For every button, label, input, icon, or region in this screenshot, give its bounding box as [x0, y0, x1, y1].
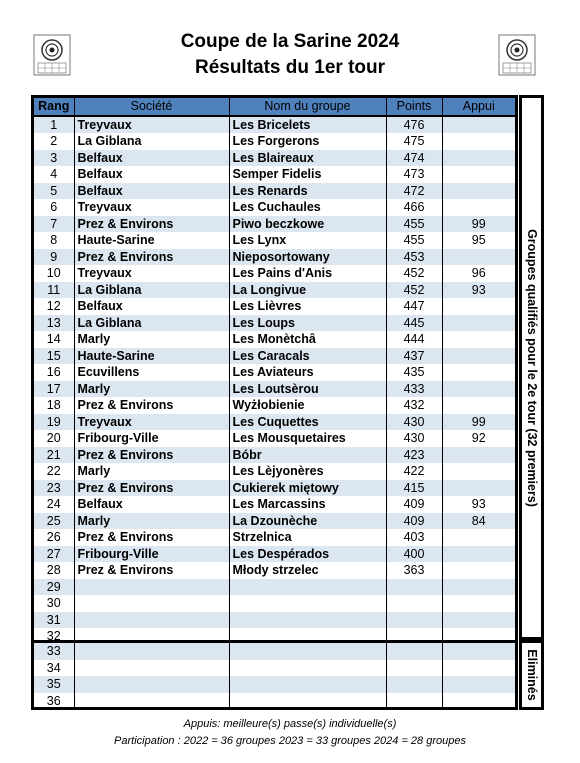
table-row: [34, 529, 515, 546]
cell-appui: [442, 331, 515, 348]
cell-points: 363: [386, 562, 442, 579]
table-row: [34, 249, 515, 266]
cell-appui: [442, 348, 515, 365]
cell-societe: La Giblana: [74, 315, 229, 332]
eliminated-side-label-box: [519, 640, 544, 710]
cell-nom-du-groupe: [229, 643, 386, 660]
table-row: [34, 298, 515, 315]
table-row: [34, 612, 515, 629]
cell-points: 400: [386, 546, 442, 563]
table-row: [34, 430, 515, 447]
cell-rank: 22: [46, 464, 61, 479]
cell-appui: [442, 199, 515, 216]
table-row: [34, 562, 515, 579]
cell-appui: 84: [442, 513, 515, 530]
cell-appui: [442, 249, 515, 266]
cell-nom-du-groupe: Les Aviateurs: [229, 364, 386, 381]
qualified-side-label-box: [519, 95, 544, 640]
cell-points: 430: [386, 430, 442, 447]
cell-points: 476: [386, 116, 442, 134]
footer-note-participation: Participation : 2022 = 36 groupes 2023 = 33 groupes 2024 = 28 groupes: [114, 735, 466, 747]
cell-rank: 32: [46, 629, 61, 644]
cell-points: [386, 643, 442, 660]
cell-points: 472: [386, 183, 442, 200]
cell-societe: Prez & Environs: [74, 447, 229, 464]
table-row: [34, 660, 515, 677]
table-row: [34, 463, 515, 480]
cell-rank: 6: [50, 200, 58, 215]
eliminated-side-label: Eliminés: [524, 649, 539, 701]
qualified-side-label: Groupes qualifiés pour le 2e tour (32 premiers): [524, 228, 539, 507]
table-row: [34, 397, 515, 414]
table-row: [34, 150, 515, 167]
cell-appui: [442, 447, 515, 464]
cell-rank: 17: [34, 381, 74, 398]
cell-points: [386, 676, 442, 693]
cell-points: 455: [386, 232, 442, 249]
cell-rank: 30: [46, 596, 61, 611]
cell-appui: 92: [442, 430, 515, 447]
cell-rank: 27: [34, 546, 74, 563]
cell-nom-du-groupe: Les Despérados: [229, 546, 386, 563]
cell-appui: [442, 298, 515, 315]
cell-appui: [442, 676, 515, 693]
cell-rank: 10: [46, 266, 61, 281]
cell-nom-du-groupe: [229, 595, 386, 612]
eliminated-results-table: [31, 640, 518, 710]
cell-nom-du-groupe: Piwo beczkowe: [229, 216, 386, 233]
cell-societe: Belfaux: [74, 496, 229, 513]
cell-points: 433: [386, 381, 442, 398]
cell-societe: [74, 579, 229, 596]
cell-nom-du-groupe: Wyżłobienie: [229, 397, 386, 414]
cell-societe: Fribourg-Ville: [74, 546, 229, 563]
cell-nom-du-groupe: Bóbr: [229, 447, 386, 464]
cell-rank: 14: [46, 332, 61, 347]
table-row: [34, 480, 515, 497]
table-row: [34, 183, 515, 200]
cell-points: 409: [386, 496, 442, 513]
cell-appui: 93: [442, 282, 515, 299]
table-row: [34, 447, 515, 464]
cell-points: 447: [386, 298, 442, 315]
cell-rank: 5: [34, 183, 74, 200]
column-header-nom-du-groupe: Nom du groupe: [229, 98, 386, 116]
cell-nom-du-groupe: Les Renards: [229, 183, 386, 200]
cell-nom-du-groupe: Semper Fidelis: [229, 166, 386, 183]
cell-points: 475: [386, 133, 442, 150]
cell-rank: 33: [34, 643, 74, 660]
cell-rank: 3: [34, 150, 74, 167]
qualified-results-table: [31, 95, 518, 648]
table-row: [34, 265, 515, 282]
table-row: [34, 216, 515, 233]
column-header-points: Points: [386, 98, 442, 116]
cell-nom-du-groupe: Les Loups: [229, 315, 386, 332]
table-row: [34, 331, 515, 348]
column-header-societe: Société: [74, 98, 229, 116]
cell-societe: Belfaux: [74, 183, 229, 200]
cell-rank: 23: [34, 480, 74, 497]
cell-points: [386, 579, 442, 596]
cell-points: 409: [386, 513, 442, 530]
column-header-appui: Appui: [442, 98, 515, 116]
cell-points: 430: [386, 414, 442, 431]
cell-nom-du-groupe: Les Caracals: [229, 348, 386, 365]
cell-appui: [442, 595, 515, 612]
cell-societe: Marly: [74, 331, 229, 348]
table-row: [34, 133, 515, 150]
cell-rank: 25: [34, 513, 74, 530]
table-row: [34, 282, 515, 299]
cell-nom-du-groupe: Les Marcassins: [229, 496, 386, 513]
cell-societe: [74, 595, 229, 612]
cell-societe: [74, 612, 229, 629]
cell-appui: [442, 183, 515, 200]
cell-appui: [442, 397, 515, 414]
cell-points: 445: [386, 315, 442, 332]
column-header-rang: Rang: [34, 98, 74, 116]
cell-points: [386, 595, 442, 612]
cell-nom-du-groupe: Les Monètchâ: [229, 331, 386, 348]
cell-appui: [442, 643, 515, 660]
cell-appui: [442, 612, 515, 629]
table-row: [34, 643, 515, 660]
cell-nom-du-groupe: Les Blaireaux: [229, 150, 386, 167]
cell-societe: Treyvaux: [74, 265, 229, 282]
cell-societe: [74, 660, 229, 677]
cell-appui: [442, 315, 515, 332]
table-header-row: [34, 98, 515, 116]
cell-points: 432: [386, 397, 442, 414]
cell-societe: Fribourg-Ville: [74, 430, 229, 447]
cell-points: 473: [386, 166, 442, 183]
cell-rank: 2: [50, 134, 58, 149]
cell-nom-du-groupe: [229, 660, 386, 677]
cell-rank: 8: [50, 233, 58, 248]
cell-appui: [442, 480, 515, 497]
cell-rank: 29: [34, 579, 74, 596]
cell-appui: [442, 463, 515, 480]
cell-points: 435: [386, 364, 442, 381]
cell-nom-du-groupe: Les Bricelets: [229, 116, 386, 134]
page-title: Coupe de la Sarine 2024: [180, 31, 400, 52]
table-row: [34, 579, 515, 596]
cell-societe: Marly: [74, 463, 229, 480]
table-row: [34, 232, 515, 249]
cell-societe: Treyvaux: [74, 414, 229, 431]
cell-points: 437: [386, 348, 442, 365]
cell-points: 466: [386, 199, 442, 216]
cell-nom-du-groupe: Les Pains d'Anis: [229, 265, 386, 282]
cell-rank: 20: [46, 431, 61, 446]
cell-points: 474: [386, 150, 442, 167]
table-row: [34, 364, 515, 381]
cell-appui: [442, 166, 515, 183]
cell-societe: La Giblana: [74, 282, 229, 299]
cell-nom-du-groupe: Cukierek miętowy: [229, 480, 386, 497]
cell-appui: [442, 579, 515, 596]
cell-rank: 1: [34, 116, 74, 134]
cell-rank: 28: [46, 563, 61, 578]
cell-points: 452: [386, 282, 442, 299]
cell-nom-du-groupe: Les Mousquetaires: [229, 430, 386, 447]
cell-appui: [442, 562, 515, 579]
cell-rank: 31: [34, 612, 74, 629]
table-row: [34, 166, 515, 183]
table-row: [34, 546, 515, 563]
table-row: [34, 676, 515, 693]
cell-points: [386, 693, 442, 710]
table-row: [34, 595, 515, 612]
cell-rank: 24: [46, 497, 61, 512]
cell-societe: Haute-Sarine: [74, 232, 229, 249]
cell-rank: 21: [34, 447, 74, 464]
cell-rank: 36: [46, 693, 61, 708]
cell-nom-du-groupe: [229, 693, 386, 710]
cell-appui: [442, 546, 515, 563]
table-row: [34, 116, 515, 134]
table-row: [34, 199, 515, 216]
cell-appui: 99: [442, 216, 515, 233]
cell-appui: [442, 150, 515, 167]
cell-rank: 9: [34, 249, 74, 266]
cell-rank: 16: [46, 365, 61, 380]
cell-points: [386, 612, 442, 629]
cell-appui: [442, 133, 515, 150]
cell-nom-du-groupe: La Dzounèche: [229, 513, 386, 530]
cell-nom-du-groupe: Strzelnica: [229, 529, 386, 546]
cell-rank: 11: [34, 282, 74, 299]
cell-points: 415: [386, 480, 442, 497]
cell-nom-du-groupe: Les Lynx: [229, 232, 386, 249]
cell-nom-du-groupe: Les Cuchaules: [229, 199, 386, 216]
cell-rank: 35: [34, 676, 74, 693]
cell-societe: Marly: [74, 381, 229, 398]
cell-nom-du-groupe: [229, 579, 386, 596]
cell-appui: [442, 529, 515, 546]
cell-societe: Belfaux: [74, 298, 229, 315]
cell-appui: [442, 364, 515, 381]
cell-rank: 19: [34, 414, 74, 431]
table-row: [34, 513, 515, 530]
cell-rank: 4: [50, 167, 58, 182]
cell-societe: Prez & Environs: [74, 249, 229, 266]
cell-societe: Prez & Environs: [74, 216, 229, 233]
cell-appui: 95: [442, 232, 515, 249]
cell-appui: [442, 693, 515, 710]
cell-nom-du-groupe: [229, 612, 386, 629]
cell-rank: 34: [46, 660, 61, 675]
cell-societe: Marly: [74, 513, 229, 530]
cell-rank: 13: [34, 315, 74, 332]
cell-nom-du-groupe: Młody strzelec: [229, 562, 386, 579]
cell-societe: Belfaux: [74, 150, 229, 167]
cell-points: [386, 660, 442, 677]
cell-societe: [74, 693, 229, 710]
table-row: [34, 693, 515, 710]
cell-rank: 26: [46, 530, 61, 545]
cell-societe: [74, 643, 229, 660]
cell-nom-du-groupe: Les Loutsèrou: [229, 381, 386, 398]
cell-societe: Treyvaux: [74, 116, 229, 134]
cell-appui: 96: [442, 265, 515, 282]
cell-societe: Prez & Environs: [74, 562, 229, 579]
cell-points: 444: [386, 331, 442, 348]
cell-societe: La Giblana: [74, 133, 229, 150]
cell-points: 403: [386, 529, 442, 546]
cell-societe: Prez & Environs: [74, 397, 229, 414]
table-row: [34, 414, 515, 431]
cell-nom-du-groupe: Les Forgerons: [229, 133, 386, 150]
cell-societe: Treyvaux: [74, 199, 229, 216]
cell-nom-du-groupe: Nieposortowany: [229, 249, 386, 266]
table-row: [34, 315, 515, 332]
cell-societe: Prez & Environs: [74, 480, 229, 497]
cell-rank: 18: [46, 398, 61, 413]
cell-appui: [442, 381, 515, 398]
cell-societe: Ecuvillens: [74, 364, 229, 381]
cell-points: 453: [386, 249, 442, 266]
cell-nom-du-groupe: Les Lèjyonères: [229, 463, 386, 480]
table-row: [34, 381, 515, 398]
cell-societe: Belfaux: [74, 166, 229, 183]
cell-rank: 7: [34, 216, 74, 233]
cell-societe: [74, 676, 229, 693]
cell-nom-du-groupe: Les Lièvres: [229, 298, 386, 315]
table-row: [34, 496, 515, 513]
footer-note-appuis: Appuis: meilleure(s) passe(s) individuelle(s): [183, 718, 397, 730]
cell-appui: [442, 660, 515, 677]
page-subtitle: Résultats du 1er tour: [194, 57, 386, 78]
cell-nom-du-groupe: La Longivue: [229, 282, 386, 299]
cell-points: 423: [386, 447, 442, 464]
cell-appui: 93: [442, 496, 515, 513]
cell-points: 455: [386, 216, 442, 233]
cell-points: 422: [386, 463, 442, 480]
cell-societe: Prez & Environs: [74, 529, 229, 546]
cell-nom-du-groupe: [229, 676, 386, 693]
cell-appui: [442, 116, 515, 134]
cell-nom-du-groupe: Les Cuquettes: [229, 414, 386, 431]
cell-rank: 15: [34, 348, 74, 365]
cell-societe: Haute-Sarine: [74, 348, 229, 365]
cell-rank: 12: [46, 299, 61, 314]
cell-appui: 99: [442, 414, 515, 431]
table-row: [34, 348, 515, 365]
cell-points: 452: [386, 265, 442, 282]
